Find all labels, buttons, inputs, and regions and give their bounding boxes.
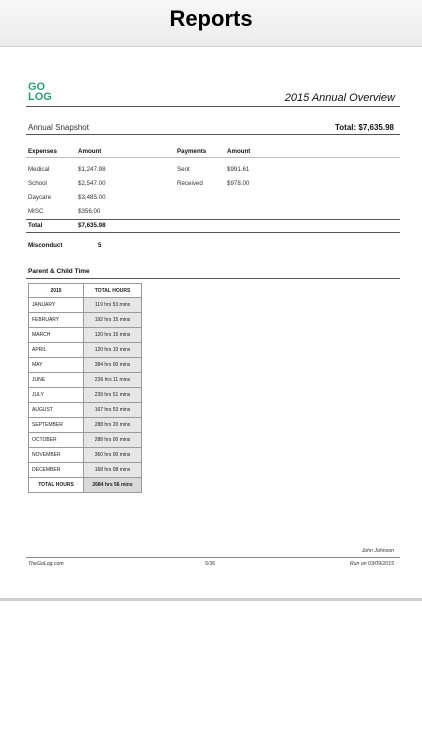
table-row — [29, 418, 142, 433]
title-divider — [26, 106, 400, 107]
hours-cell: 119 hrs 53 mins — [84, 298, 142, 313]
table-row — [29, 313, 142, 328]
total-divider — [26, 219, 400, 220]
footer-page-number: 5/36 — [205, 561, 216, 567]
nav-header — [0, 0, 422, 47]
hours-cell: 236 hrs 11 mins — [84, 373, 142, 388]
hours-cell: 288 hrs 00 mins — [84, 433, 142, 448]
hours-cell: 120 hrs 15 mins — [84, 328, 142, 343]
snapshot-divider — [26, 134, 400, 135]
expense-amount: $356.00 — [78, 208, 101, 215]
total-bottom-divider — [26, 232, 400, 233]
table-row — [29, 448, 142, 463]
hours-cell: 239 hrs 51 mins — [84, 388, 142, 403]
time-section-divider — [26, 278, 400, 279]
col-year: 2015 — [29, 284, 84, 298]
hours-cell: 120 hrs 10 mins — [84, 343, 142, 358]
month-cell: SEPTEMBER — [29, 418, 84, 433]
misconduct-label: Misconduct — [28, 242, 63, 249]
expense-label: School — [28, 180, 47, 187]
expense-label: Daycare — [28, 194, 52, 201]
payment-label: Received — [177, 180, 203, 187]
payments-header: Payments — [177, 148, 207, 155]
table-row — [29, 463, 142, 478]
footer-user-name: John Johnson — [361, 548, 394, 554]
expense-amount: $2,547.00 — [78, 180, 106, 187]
month-cell: AUGUST — [29, 403, 84, 418]
total-amount: $7,635.98 — [78, 222, 106, 229]
month-cell: MAY — [29, 358, 84, 373]
expenses-amount-header: Amount — [78, 148, 102, 155]
logo-line-2: LOG — [28, 91, 52, 103]
hours-cell: 384 hrs 00 mins — [84, 358, 142, 373]
expense-label: MISC — [28, 208, 44, 215]
month-cell: MARCH — [29, 328, 84, 343]
expense-label: Medical — [28, 166, 50, 173]
total-hours-value: 2684 hrs 56 mins — [84, 478, 142, 493]
total-hours-label: TOTAL HOURS — [29, 478, 84, 493]
footer-site: TheGoLog.com — [28, 561, 64, 567]
snapshot-total: Total: $7,635.98 — [335, 123, 394, 132]
month-cell: FEBRUARY — [29, 313, 84, 328]
hours-cell: 167 hrs 53 mins — [84, 403, 142, 418]
month-cell: JULY — [29, 388, 84, 403]
table-row — [29, 403, 142, 418]
table-row — [29, 343, 142, 358]
month-cell: DECEMBER — [29, 463, 84, 478]
col-total-hours: TOTAL HOURS — [84, 284, 142, 298]
golog-logo — [28, 82, 54, 102]
page-title: Reports — [169, 6, 253, 31]
hours-cell: 192 hrs 15 mins — [84, 313, 142, 328]
payments-amount-header: Amount — [227, 148, 251, 155]
table-row — [29, 433, 142, 448]
payment-amount: $978.00 — [227, 180, 250, 187]
table-row — [29, 298, 142, 313]
hours-cell: 360 hrs 00 mins — [84, 448, 142, 463]
footer-divider — [26, 557, 400, 558]
expenses-header: Expenses — [28, 148, 57, 155]
expense-amount: $1,247.98 — [78, 166, 106, 173]
month-cell: OCTOBER — [29, 433, 84, 448]
payment-amount: $991.61 — [227, 166, 250, 173]
footer-run-date: Run on 03/09/2015 — [349, 561, 394, 567]
total-label: Total — [28, 222, 43, 229]
table-row — [29, 358, 142, 373]
expense-amount: $3,485.00 — [78, 194, 106, 201]
hours-table-header — [29, 284, 142, 298]
columns-divider — [26, 157, 400, 158]
hours-table — [28, 283, 142, 493]
table-row — [29, 373, 142, 388]
table-row — [29, 328, 142, 343]
payment-label: Sent — [177, 166, 190, 173]
month-cell: APRIL — [29, 343, 84, 358]
report-title: 2015 Annual Overview — [284, 92, 395, 104]
month-cell: JANUARY — [29, 298, 84, 313]
parent-child-time-title: Parent & Child Time — [28, 268, 90, 275]
logo-line-1: GO — [28, 81, 46, 93]
month-cell: JUNE — [29, 373, 84, 388]
hours-cell: 168 hrs 08 mins — [84, 463, 142, 478]
month-cell: NOVEMBER — [29, 448, 84, 463]
table-row — [29, 388, 142, 403]
hours-cell: 288 hrs 20 mins — [84, 418, 142, 433]
misconduct-value: 5 — [98, 242, 102, 249]
page-shadow — [0, 598, 422, 601]
total-hours-row — [29, 478, 142, 493]
snapshot-label: Annual Snapshot — [28, 123, 89, 132]
